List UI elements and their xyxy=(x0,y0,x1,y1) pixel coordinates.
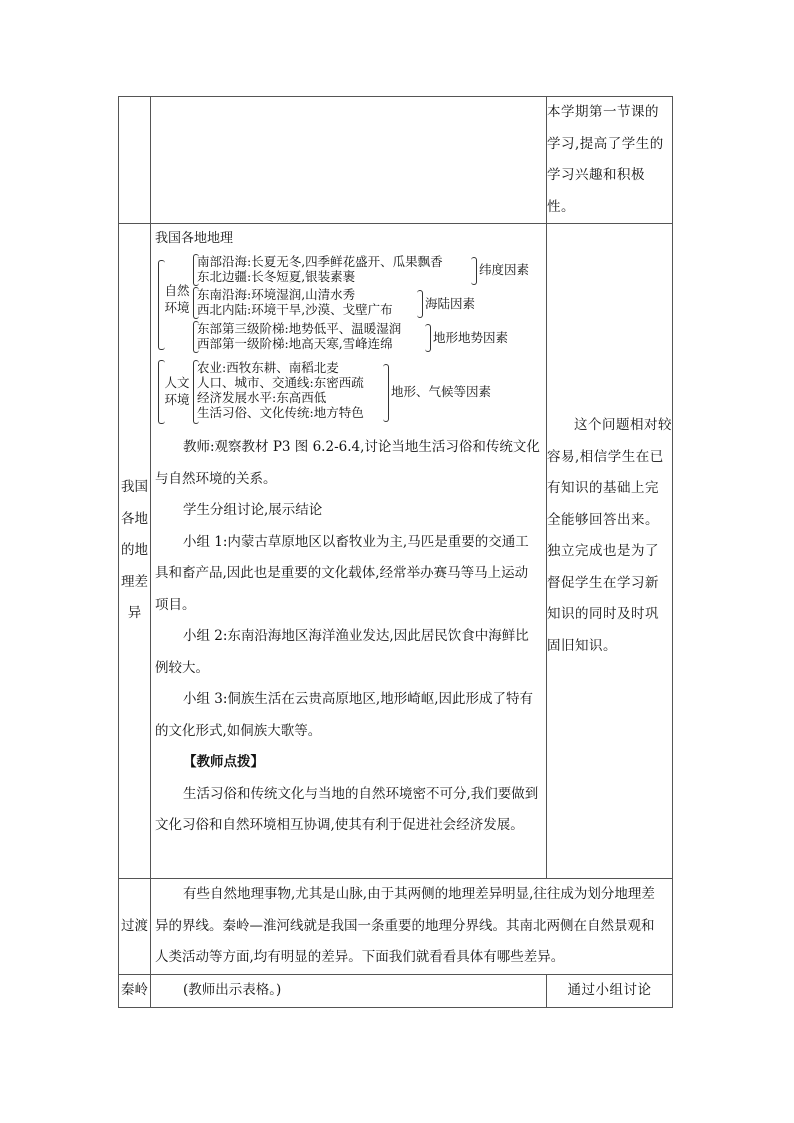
row2-content-cell xyxy=(151,224,547,879)
row3-label-cell xyxy=(119,879,151,975)
paragraph-closing: 生活习俗和传统文化与当地的自然环境密不可分,我们要做到文化习俗和自然环境相互协调,使其有利于促进社会经济发展。 xyxy=(155,785,539,833)
transition-text: 有些自然地理事物,尤其是山脉,由于其两侧的地理差异明显,往往成为划分地理差异的界线。秦岭—淮河线就是我国一条重要的地理分界线。其南北两侧在自然景观和人类活动等方面,均有明显的差异。下面我们就看看具体有哪些差异。 xyxy=(155,886,655,965)
natural-item-2: 东北边疆:长冬短夏,银装素裹 xyxy=(197,269,356,284)
natural-item-3: 东南沿海:环境湿润,山清水秀 xyxy=(197,287,356,302)
natural-item-5: 东部第三级阶梯:地势低平、温暖湿润 xyxy=(197,321,402,336)
table-row xyxy=(119,97,673,224)
row2-note-text: 这个问题相对较容易,相信学生在已有知识的基础上完全能够回答出来。独立完成也是为了督促学生在学习新知识的同时及时巩固旧知识。 xyxy=(547,417,672,654)
row4-content-cell xyxy=(151,975,547,1008)
lesson-plan-table xyxy=(118,96,673,1008)
natural-item-4: 西北内陆:环境干旱,沙漠、戈壁广布 xyxy=(197,302,393,317)
row2-label: 我国各地的地理差异 xyxy=(121,479,148,622)
factor-brace-4 xyxy=(383,364,389,422)
natural-item-1: 南部沿海:长夏无冬,四季鲜花盛开、瓜果飘香 xyxy=(197,254,443,269)
row2-note-cell xyxy=(547,224,673,879)
row4-note-cell xyxy=(547,975,673,1008)
factor-human: 地形、气候等因素 xyxy=(391,384,492,399)
row4-label-cell xyxy=(119,975,151,1008)
row1-note-cell xyxy=(547,97,673,224)
row4-text: (教师出示表格。) xyxy=(183,982,282,998)
natural-item-6: 西部第一级阶梯:地高天寒,雪峰连绵 xyxy=(197,336,393,351)
human-item-1: 农业:西牧东耕、南稻北麦 xyxy=(197,360,339,375)
row2-label-cell xyxy=(119,224,151,879)
human-item-3: 经济发展水平:东高西低 xyxy=(197,390,327,405)
table-row xyxy=(119,975,673,1008)
row3-content-cell xyxy=(151,879,673,975)
row1-label-cell xyxy=(119,97,151,224)
factor-land-sea: 海陆因素 xyxy=(425,296,476,311)
paragraph-students: 学生分组讨论,展示结论 xyxy=(183,502,323,518)
row4-note-text: 通过小组讨论 xyxy=(567,982,652,998)
row1-content-cell xyxy=(151,97,547,224)
table-row xyxy=(119,224,673,879)
human-item-4: 生活习俗、文化传统:地方特色 xyxy=(197,405,364,420)
row4-label: 秦岭 xyxy=(121,982,148,998)
factor-brace-1 xyxy=(471,257,477,285)
paragraph-group2: 小组 2:东南沿海地区海洋渔业发达,因此居民饮食中海鲜比例较大。 xyxy=(155,628,529,676)
diagram-title: 我国各地地理 xyxy=(155,231,234,246)
paragraph-teacher: 教师:观察教材 P3 图 6.2-6.4,讨论当地生活习俗和传统文化与自然环境的关系。 xyxy=(155,439,540,487)
human-item-2: 人口、城市、交通线:东密西疏 xyxy=(197,375,364,390)
row1-note-text: 本学期第一节课的学习,提高了学生的学习兴趣和积极性。 xyxy=(547,104,664,215)
row3-label: 过渡 xyxy=(121,917,148,934)
table-row xyxy=(119,879,673,975)
paragraph-group3: 小组 3:侗族生活在云贵高原地区,地形崎岖,因此形成了特有的文化形式,如侗族大歌等。 xyxy=(155,691,534,739)
geography-diagram xyxy=(151,224,546,424)
natural-env-label: 自然环境 xyxy=(164,283,190,315)
human-env-label: 人文环境 xyxy=(164,375,190,407)
factor-brace-3 xyxy=(425,324,431,352)
factor-latitude: 纬度因素 xyxy=(479,262,530,277)
factor-brace-2 xyxy=(417,290,423,318)
paragraph-group1: 小组 1:内蒙古草原地区以畜牧业为主,马匹是重要的交通工具和畜产品,因此也是重要的文化载体,经常举办赛马等马上运动项目。 xyxy=(155,533,529,613)
factor-terrain: 地形地势因素 xyxy=(433,330,509,345)
teacher-guidance-heading: 【教师点拨】 xyxy=(183,754,264,770)
